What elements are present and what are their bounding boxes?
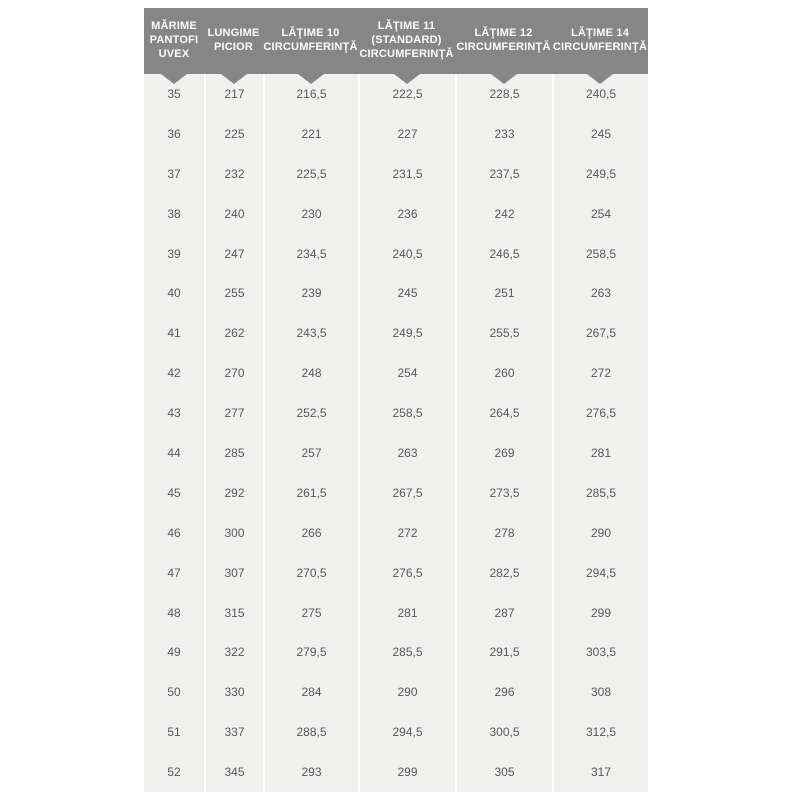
column-header-label: LĂŢIME 10 CIRCUMFERINŢĂ <box>263 27 358 53</box>
table-cell: 249,5 <box>358 313 455 353</box>
table-cell: 294,5 <box>552 553 648 593</box>
table-cell: 330 <box>204 672 263 712</box>
table-cell: 312,5 <box>552 712 648 752</box>
table-cell: 266 <box>263 513 358 553</box>
table-cell: 232 <box>204 154 263 194</box>
table-cell: 48 <box>144 593 204 633</box>
table-cell: 288,5 <box>263 712 358 752</box>
column-header-label: LĂŢIME 12 CIRCUMFERINŢĂ <box>456 27 551 53</box>
table-cell: 236 <box>358 194 455 234</box>
column-header-label: LĂŢIME 11 (STANDARD) CIRCUMFERINŢĂ <box>359 20 454 60</box>
table-cell: 290 <box>552 513 648 553</box>
table-cell: 282,5 <box>455 553 552 593</box>
table-cell: 39 <box>144 234 204 274</box>
table-cell: 45 <box>144 473 204 513</box>
table-cell: 281 <box>358 593 455 633</box>
table-cell: 42 <box>144 353 204 393</box>
table-cell: 240 <box>204 194 263 234</box>
table-cell: 285,5 <box>552 473 648 513</box>
table-cell: 322 <box>204 632 263 672</box>
table-cell: 40 <box>144 273 204 313</box>
table-cell: 317 <box>552 752 648 792</box>
column-header-latime-10 <box>263 8 358 74</box>
table-cell: 234,5 <box>263 234 358 274</box>
table-cell: 303,5 <box>552 632 648 672</box>
table-cell: 270,5 <box>263 553 358 593</box>
table-cell: 285,5 <box>358 632 455 672</box>
table-cell: 258,5 <box>358 393 455 433</box>
table-cell: 305 <box>455 752 552 792</box>
column-header-label: MĂRIME PANTOFI UVEX <box>149 20 199 60</box>
table-cell: 41 <box>144 313 204 353</box>
table-cell: 225,5 <box>263 154 358 194</box>
table-cell: 51 <box>144 712 204 752</box>
table-cell: 227 <box>358 114 455 154</box>
table-cell: 239 <box>263 273 358 313</box>
table-cell: 251 <box>455 273 552 313</box>
table-cell: 35 <box>144 74 204 114</box>
table-cell: 285 <box>204 433 263 473</box>
table-cell: 300,5 <box>455 712 552 752</box>
column-header-marime-pantofi-uvex <box>144 8 204 74</box>
table-cell: 267,5 <box>552 313 648 353</box>
table-cell: 233 <box>455 114 552 154</box>
table-cell: 308 <box>552 672 648 712</box>
column-header-latime-14 <box>552 8 648 74</box>
table-cell: 307 <box>204 553 263 593</box>
table-cell: 254 <box>358 353 455 393</box>
table-cell: 52 <box>144 752 204 792</box>
table-cell: 276,5 <box>552 393 648 433</box>
table-cell: 287 <box>455 593 552 633</box>
table-cell: 290 <box>358 672 455 712</box>
table-cell: 267,5 <box>358 473 455 513</box>
table-cell: 217 <box>204 74 263 114</box>
table-cell: 264,5 <box>455 393 552 433</box>
table-cell: 276,5 <box>358 553 455 593</box>
column-header-latime-11-standard <box>358 8 455 74</box>
table-cell: 337 <box>204 712 263 752</box>
table-cell: 38 <box>144 194 204 234</box>
table-cell: 284 <box>263 672 358 712</box>
table-cell: 247 <box>204 234 263 274</box>
table-cell: 248 <box>263 353 358 393</box>
table-cell: 245 <box>552 114 648 154</box>
table-cell: 261,5 <box>263 473 358 513</box>
table-cell: 293 <box>263 752 358 792</box>
table-cell: 263 <box>552 273 648 313</box>
table-cell: 299 <box>552 593 648 633</box>
table-cell: 258,5 <box>552 234 648 274</box>
column-header-latime-12 <box>455 8 552 74</box>
table-cell: 275 <box>263 593 358 633</box>
table-body <box>144 74 648 792</box>
table-cell: 47 <box>144 553 204 593</box>
column-header-label: LĂŢIME 14 CIRCUMFERINŢĂ <box>552 27 648 53</box>
table-cell: 269 <box>455 433 552 473</box>
table-cell: 49 <box>144 632 204 672</box>
table-cell: 291,5 <box>455 632 552 672</box>
table-cell: 228,5 <box>455 74 552 114</box>
table-cell: 277 <box>204 393 263 433</box>
table-cell: 231,5 <box>358 154 455 194</box>
table-cell: 240,5 <box>358 234 455 274</box>
table-cell: 255 <box>204 273 263 313</box>
table-cell: 262 <box>204 313 263 353</box>
table-cell: 260 <box>455 353 552 393</box>
table-cell: 315 <box>204 593 263 633</box>
table-cell: 296 <box>455 672 552 712</box>
table-cell: 246,5 <box>455 234 552 274</box>
table-cell: 221 <box>263 114 358 154</box>
table-cell: 292 <box>204 473 263 513</box>
table-cell: 270 <box>204 353 263 393</box>
table-cell: 230 <box>263 194 358 234</box>
table-cell: 237,5 <box>455 154 552 194</box>
table-cell: 252,5 <box>263 393 358 433</box>
table-cell: 263 <box>358 433 455 473</box>
table-cell: 345 <box>204 752 263 792</box>
table-cell: 257 <box>263 433 358 473</box>
table-cell: 281 <box>552 433 648 473</box>
table-cell: 43 <box>144 393 204 433</box>
table-cell: 240,5 <box>552 74 648 114</box>
table-cell: 216,5 <box>263 74 358 114</box>
table-cell: 242 <box>455 194 552 234</box>
table-cell: 273,5 <box>455 473 552 513</box>
table-cell: 37 <box>144 154 204 194</box>
column-header-label: LUNGIME PICIOR <box>207 27 260 53</box>
table-cell: 300 <box>204 513 263 553</box>
table-cell: 254 <box>552 194 648 234</box>
table-cell: 278 <box>455 513 552 553</box>
table-cell: 243,5 <box>263 313 358 353</box>
table-cell: 222,5 <box>358 74 455 114</box>
table-cell: 50 <box>144 672 204 712</box>
table-cell: 294,5 <box>358 712 455 752</box>
column-header-lungime-picior <box>204 8 263 74</box>
table-cell: 279,5 <box>263 632 358 672</box>
table-cell: 225 <box>204 114 263 154</box>
table-cell: 299 <box>358 752 455 792</box>
table-cell: 249,5 <box>552 154 648 194</box>
table-cell: 36 <box>144 114 204 154</box>
table-cell: 272 <box>358 513 455 553</box>
table-cell: 46 <box>144 513 204 553</box>
table-cell: 255,5 <box>455 313 552 353</box>
table-header <box>144 8 648 74</box>
size-table <box>144 8 648 792</box>
table-cell: 44 <box>144 433 204 473</box>
table-cell: 245 <box>358 273 455 313</box>
table-cell: 272 <box>552 353 648 393</box>
